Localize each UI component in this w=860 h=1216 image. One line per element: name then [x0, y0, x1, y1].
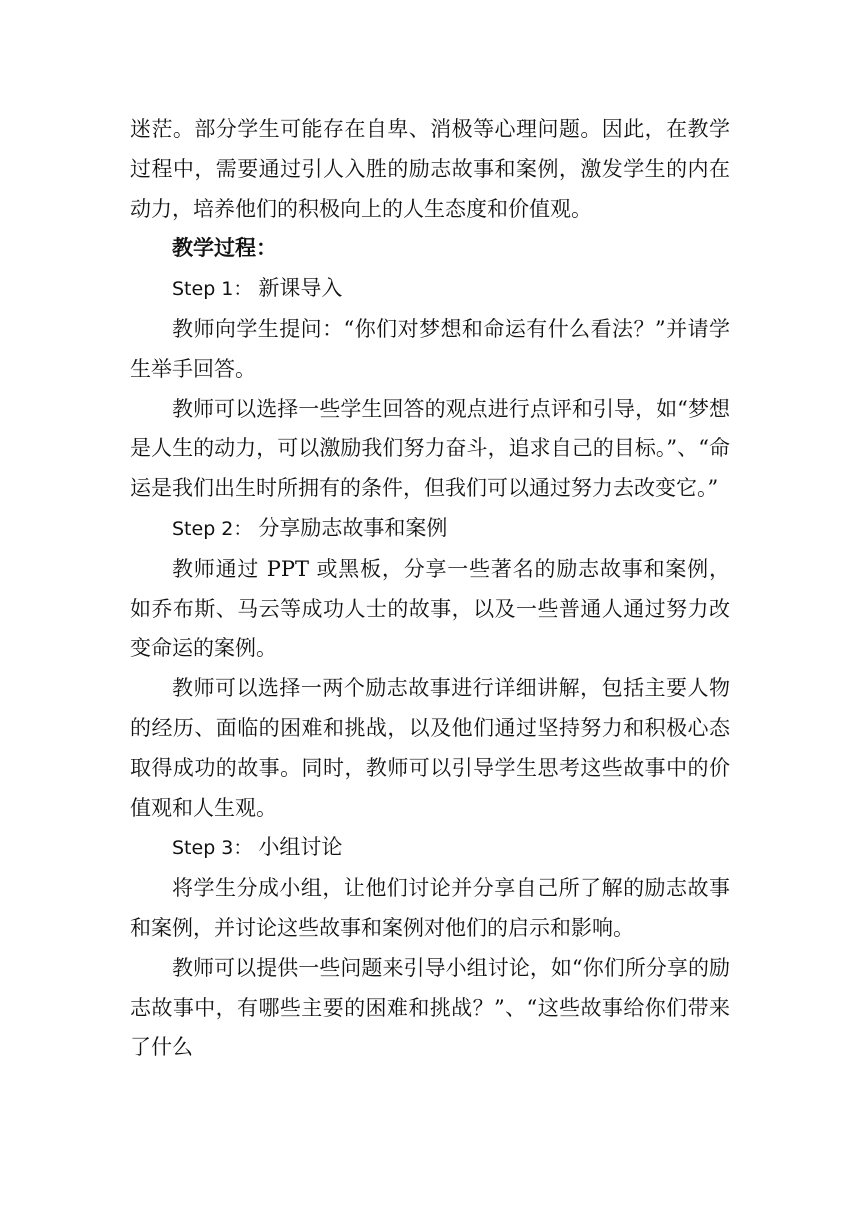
step-2-title: 分享励志故事和案例: [258, 515, 448, 540]
step-3-paragraph-2: 教师可以提供一些问题来引导小组讨论，如“你们所分享的励志故事中，有哪些主要的困难和挑战？”、“这些故事给你们带来了什么: [130, 955, 730, 1060]
process-heading: 教学过程：: [172, 236, 277, 261]
step-3-heading: [130, 828, 730, 869]
step-1-paragraph-1: 教师向学生提问：“你们对梦想和命运有什么看法？”并请学生举手回答。: [130, 316, 730, 381]
document-body: [130, 110, 730, 1068]
step-1-title: 新课导入: [258, 276, 343, 301]
step-3-paragraph-1: 将学生分成小组，让他们讨论并分享自己所了解的励志故事和案例，并讨论这些故事和案例对他们的启示和影响。: [130, 876, 730, 940]
step-1-heading: [130, 269, 730, 310]
step-1-paragraph-2: 教师可以选择一些学生回答的观点进行点评和引导，如“梦想是人生的动力，可以激励我们努力奋斗，追求自己的目标。”、“命运是我们出生时所拥有的条件，但我们可以通过努力去改变它。”: [130, 396, 730, 501]
step-2-paragraph-1: 教师通过 PPT 或黑板，分享一些著名的励志故事和案例，如乔布斯、马云等成功人士的故事，以及一些普通人通过努力改变命运的案例。: [130, 556, 730, 661]
step-3-title: 小组讨论: [258, 835, 343, 860]
step-2-paragraph-2: 教师可以选择一两个励志故事进行详细讲解，包括主要人物的经历、面临的困难和挑战，以及他们通过坚持努力和积极心态取得成功的故事。同时，教师可以引导学生思考这些故事中的价值观和人生观。: [130, 676, 730, 820]
step-1-label: Step 1：: [172, 278, 253, 301]
step-3-label: Step 3：: [172, 837, 253, 860]
step-2-heading: [130, 509, 730, 550]
step-2-label: Step 2：: [172, 517, 253, 540]
intro-paragraph: 迷茫。部分学生可能存在自卑、消极等心理问题。因此，在教学过程中，需要通过引人入胜的励志故事和案例，激发学生的内在动力，培养他们的积极向上的人生态度和价值观。: [130, 117, 730, 221]
